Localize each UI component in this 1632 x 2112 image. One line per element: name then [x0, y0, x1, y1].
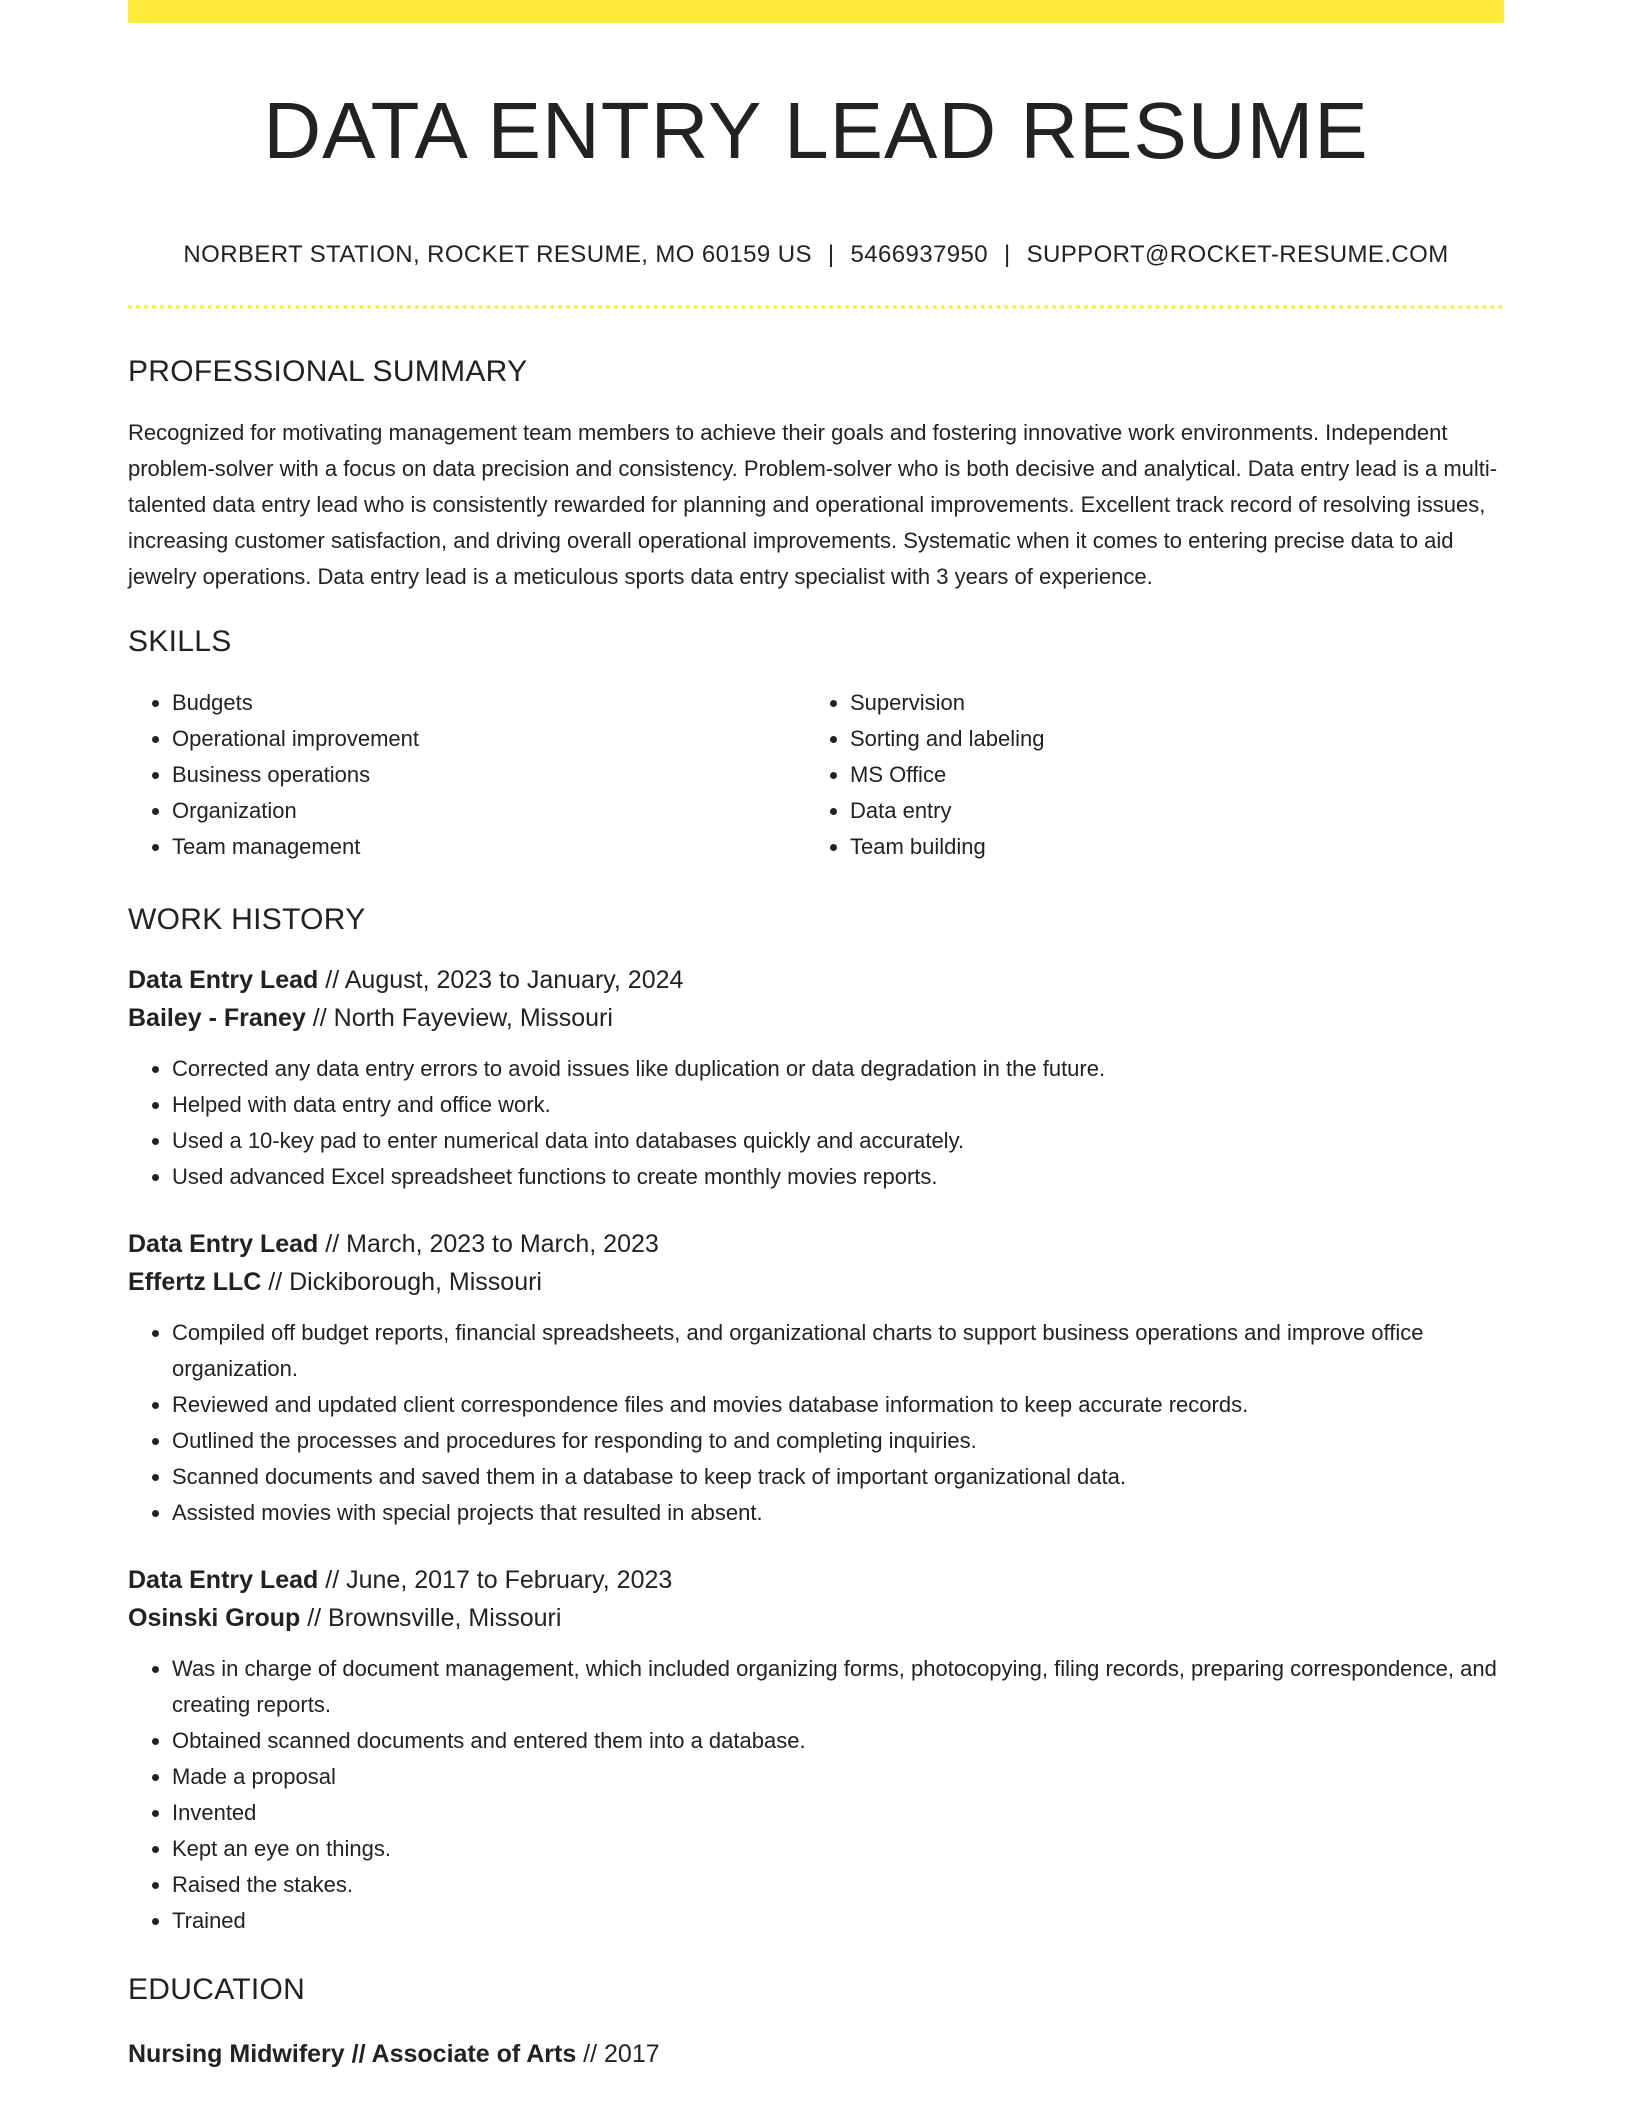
summary-heading: PROFESSIONAL SUMMARY [128, 355, 528, 388]
contact-phone: 5466937950 [850, 241, 988, 268]
job-entry [128, 1561, 1504, 1939]
job-bullet: • Compiled off budget reports, financial spreadsheets, and organizational charts to support business operations and improve office organization. [172, 1315, 1504, 1387]
skill-item: • Supervision [850, 685, 1484, 721]
job-title: Data Entry Lead [128, 966, 319, 994]
skills-heading: SKILLS [128, 625, 232, 658]
contact-separator: | [1003, 241, 1011, 268]
top-accent-bar [128, 0, 1504, 23]
work-history-section [128, 903, 1504, 1939]
job-bullet: • Invented [172, 1795, 1504, 1831]
job-title-line [128, 1561, 1504, 1599]
job-bullet: • Assisted movies with special projects that resulted in absent. [172, 1495, 1504, 1531]
job-dates: // August, 2023 to January, 2024 [318, 966, 684, 994]
job-bullets [128, 1651, 1504, 1939]
job-bullet: • Helped with data entry and office work. [172, 1087, 1504, 1123]
skills-section [128, 625, 1504, 865]
job-entry [128, 1225, 1504, 1531]
skill-item: • Team building [850, 829, 1484, 865]
job-bullet: • Used a 10-key pad to enter numerical data into databases quickly and accurately. [172, 1123, 1504, 1159]
job-bullets [128, 1315, 1504, 1531]
education-field: Nursing Midwifery // Associate of Arts [128, 2040, 577, 2068]
job-location: // Brownsville, Missouri [300, 1604, 562, 1632]
job-dates: // June, 2017 to February, 2023 [318, 1566, 673, 1594]
job-bullet: • Corrected any data entry errors to avoid issues like duplication or data degradation in the future. [172, 1051, 1504, 1087]
job-bullet: • Kept an eye on things. [172, 1831, 1504, 1867]
header-divider [128, 305, 1504, 309]
job-bullet: • Made a proposal [172, 1759, 1504, 1795]
skills-grid [128, 685, 1504, 865]
contact-address: NORBERT STATION, ROCKET RESUME, MO 60159 US [183, 241, 812, 268]
job-bullet: • Raised the stakes. [172, 1867, 1504, 1903]
job-company: Effertz LLC [128, 1268, 262, 1296]
education-heading: EDUCATION [128, 1973, 306, 2006]
job-company: Osinski Group [128, 1604, 301, 1632]
job-title-line [128, 1225, 1504, 1263]
job-title: Data Entry Lead [128, 1566, 319, 1594]
resume-page [128, 0, 1504, 2073]
skills-column-left [128, 685, 806, 865]
page-title: DATA ENTRY LEAD RESUME [263, 86, 1369, 175]
job-title-line [128, 961, 1504, 999]
skill-item: • MS Office [850, 757, 1484, 793]
job-dates: // March, 2023 to March, 2023 [318, 1230, 659, 1258]
job-location: // North Fayeview, Missouri [305, 1004, 613, 1032]
job-bullet: • Reviewed and updated client correspondence files and movies database information to keep accurate records. [172, 1387, 1504, 1423]
job-bullet: • Scanned documents and saved them in a database to keep track of important organizational data. [172, 1459, 1504, 1495]
skill-item: • Data entry [850, 793, 1484, 829]
skill-item: • Organization [172, 793, 806, 829]
contact-email: SUPPORT@ROCKET-RESUME.COM [1026, 241, 1449, 268]
job-title: Data Entry Lead [128, 1230, 319, 1258]
skills-column-right [806, 685, 1484, 865]
education-year: // 2017 [576, 2040, 660, 2068]
job-company-line [128, 1599, 1504, 1637]
job-company-line [128, 1263, 1504, 1301]
skill-item: • Operational improvement [172, 721, 806, 757]
summary-text: Recognized for motivating management team members to achieve their goals and fostering innovative work environments. Independent problem-solver with a focus on data precision and consistency. Problem-solver who is both decisive and analytical. Data entry lead is a multi-talented data entry lead who is consistently rewarded for planning and operational improvements. Excellent track record of resolving issues, increasing customer satisfaction, and driving overall operational improvements. Systematic when it comes to entering precise data to aid jewelry operations. Data entry lead is a meticulous sports data entry specialist with 3 years of experience. [128, 420, 1498, 589]
skill-item: • Business operations [172, 757, 806, 793]
summary-section [128, 355, 1504, 595]
job-bullet: • Used advanced Excel spreadsheet functions to create monthly movies reports. [172, 1159, 1504, 1195]
skill-item: • Team management [172, 829, 806, 865]
contact-separator: | [827, 241, 835, 268]
contact-line [128, 241, 1504, 269]
job-location: // Dickiborough, Missouri [261, 1268, 542, 1296]
job-bullet: • Trained [172, 1903, 1504, 1939]
skill-item: • Budgets [172, 685, 806, 721]
job-company-line [128, 999, 1504, 1037]
job-bullet: • Was in charge of document management, which included organizing forms, photocopying, filing records, preparing correspondence, and creating reports. [172, 1651, 1504, 1723]
job-company: Bailey - Franey [128, 1004, 306, 1032]
education-section [128, 1973, 1504, 2073]
job-entry [128, 961, 1504, 1195]
job-bullet: • Obtained scanned documents and entered them into a database. [172, 1723, 1504, 1759]
skill-item: • Sorting and labeling [850, 721, 1484, 757]
education-entry [128, 2035, 1504, 2073]
job-bullet: • Outlined the processes and procedures for responding to and completing inquiries. [172, 1423, 1504, 1459]
work-history-heading: WORK HISTORY [128, 903, 366, 936]
job-bullets [128, 1051, 1504, 1195]
